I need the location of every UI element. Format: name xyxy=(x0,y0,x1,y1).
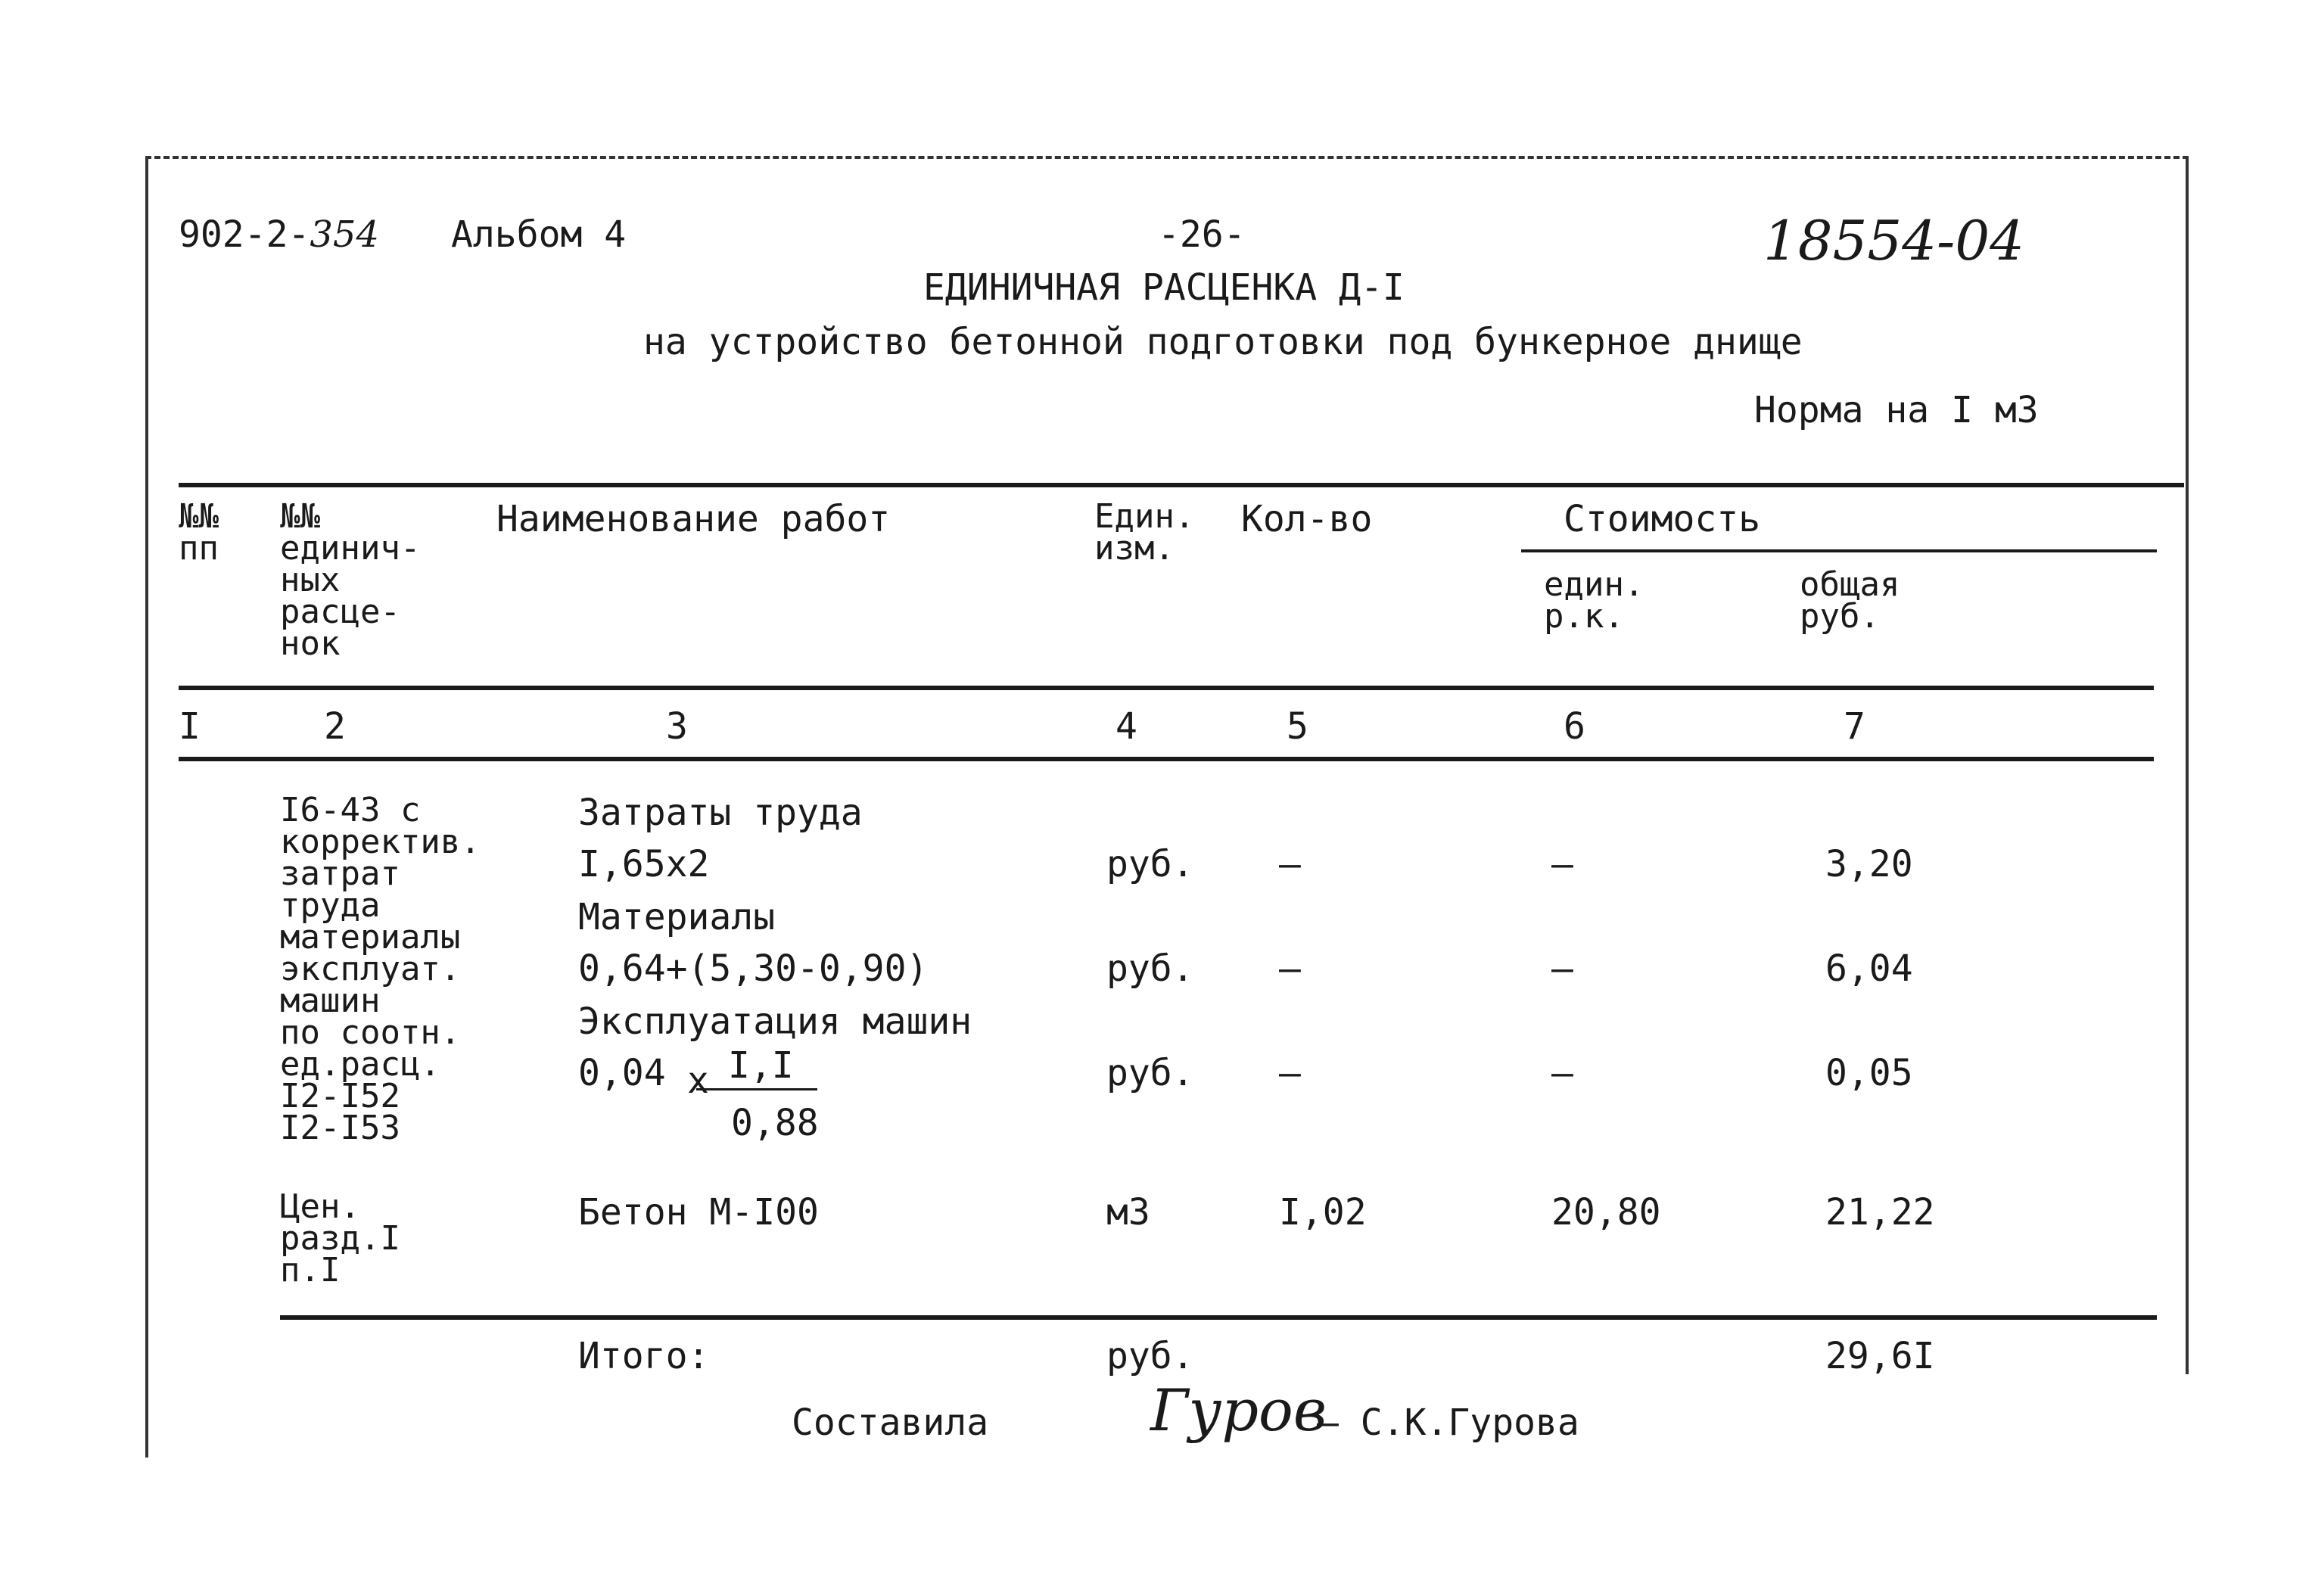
rate-reference-1: I6-43 с корректив. затрат труда материалы эксплуат. машин по соотн. ед.расц. I2-I52 I2-I53 xyxy=(280,791,481,1147)
row-2-unit: руб. xyxy=(1106,947,1194,990)
row-1-formula: I,65x2 xyxy=(578,843,710,885)
row-2-unit-cost: – xyxy=(1551,947,1573,990)
album-label: Альбом 4 xyxy=(451,213,627,256)
row-3-name: Эксплуатация машин xyxy=(578,1000,972,1043)
column-number-7: 7 xyxy=(1844,705,1865,748)
row-1-qty: – xyxy=(1279,843,1301,885)
header-cost: Стоимость xyxy=(1564,498,1761,540)
row-3-unit-cost: – xyxy=(1551,1052,1573,1094)
header-col-5: Кол-во xyxy=(1241,498,1373,540)
column-number-3: 3 xyxy=(666,705,688,748)
row-4-unit-cost: 20,80 xyxy=(1551,1191,1661,1234)
row-3-formula-a: 0,04 xyxy=(578,1052,666,1094)
row-2-formula: 0,64+(5,30-0,90) xyxy=(578,947,929,990)
row-4-qty: I,02 xyxy=(1279,1191,1367,1234)
total-value: 29,6I xyxy=(1825,1335,1935,1377)
row-2-total: 6,04 xyxy=(1825,947,1913,990)
header-col-2: №№ единич- ных расце- нок xyxy=(280,497,421,663)
stamp-number: 18554-04 xyxy=(1763,209,2024,272)
row-4-total: 21,22 xyxy=(1825,1191,1935,1234)
page-number: -26- xyxy=(1158,213,1246,256)
frame-left-border xyxy=(145,156,148,1458)
row-3-formula-x: x xyxy=(687,1059,709,1102)
column-number-1: I xyxy=(179,705,201,748)
rate-reference-2: Цен. разд.I п.I xyxy=(280,1187,400,1290)
handwritten-signature: Гуров xyxy=(1150,1377,1327,1444)
header-col-6: един. р.к. xyxy=(1544,565,1644,636)
row-3-formula-numerator: I,I xyxy=(728,1044,794,1087)
cost-sub-rule xyxy=(1521,549,2157,552)
total-rule xyxy=(280,1315,2157,1320)
compiled-by-label: Составила xyxy=(792,1402,989,1444)
column-number-4: 4 xyxy=(1115,705,1137,748)
header-col-3: Наименование работ xyxy=(496,498,891,540)
header-bottom-rule xyxy=(179,686,2154,690)
row-3-total: 0,05 xyxy=(1825,1052,1913,1094)
frame-right-border xyxy=(2186,156,2189,1374)
row-1-total: 3,20 xyxy=(1825,843,1913,885)
row-2-name: Материалы xyxy=(578,896,776,938)
row-4-name: Бетон М-I00 xyxy=(578,1191,819,1234)
row-3-unit: руб. xyxy=(1106,1052,1194,1094)
column-numbers-rule xyxy=(179,757,2154,761)
row-2-qty: – xyxy=(1279,947,1301,990)
document-code: 902-2-354 xyxy=(179,213,380,256)
column-number-2: 2 xyxy=(324,705,346,748)
header-col-1: №№ пп xyxy=(179,497,219,568)
column-number-6: 6 xyxy=(1564,705,1585,748)
table-top-rule xyxy=(179,483,2184,487)
total-label: Итого: xyxy=(578,1335,710,1377)
page-title: ЕДИНИЧНАЯ РАСЦЕНКА Д-I xyxy=(923,266,1405,309)
column-number-5: 5 xyxy=(1287,705,1308,748)
frame-top-border xyxy=(145,156,2189,159)
fraction-bar xyxy=(696,1088,817,1090)
total-unit: руб. xyxy=(1106,1335,1194,1377)
norm-label: Норма на I м3 xyxy=(1754,389,2039,431)
row-1-name: Затраты труда xyxy=(578,792,863,834)
row-1-unit-cost: – xyxy=(1551,843,1573,885)
header-col-4: Един. изм. xyxy=(1094,497,1195,568)
row-3-qty: – xyxy=(1279,1052,1301,1094)
row-4-unit: м3 xyxy=(1106,1191,1150,1234)
row-3-formula-denominator: 0,88 xyxy=(731,1102,819,1144)
row-1-unit: руб. xyxy=(1106,843,1194,885)
compiler-name: – С.К.Гурова xyxy=(1317,1402,1579,1444)
header-col-7: общая руб. xyxy=(1800,565,1900,636)
page-subtitle: на устройство бетонной подготовки под бункерное днище xyxy=(643,321,1803,363)
